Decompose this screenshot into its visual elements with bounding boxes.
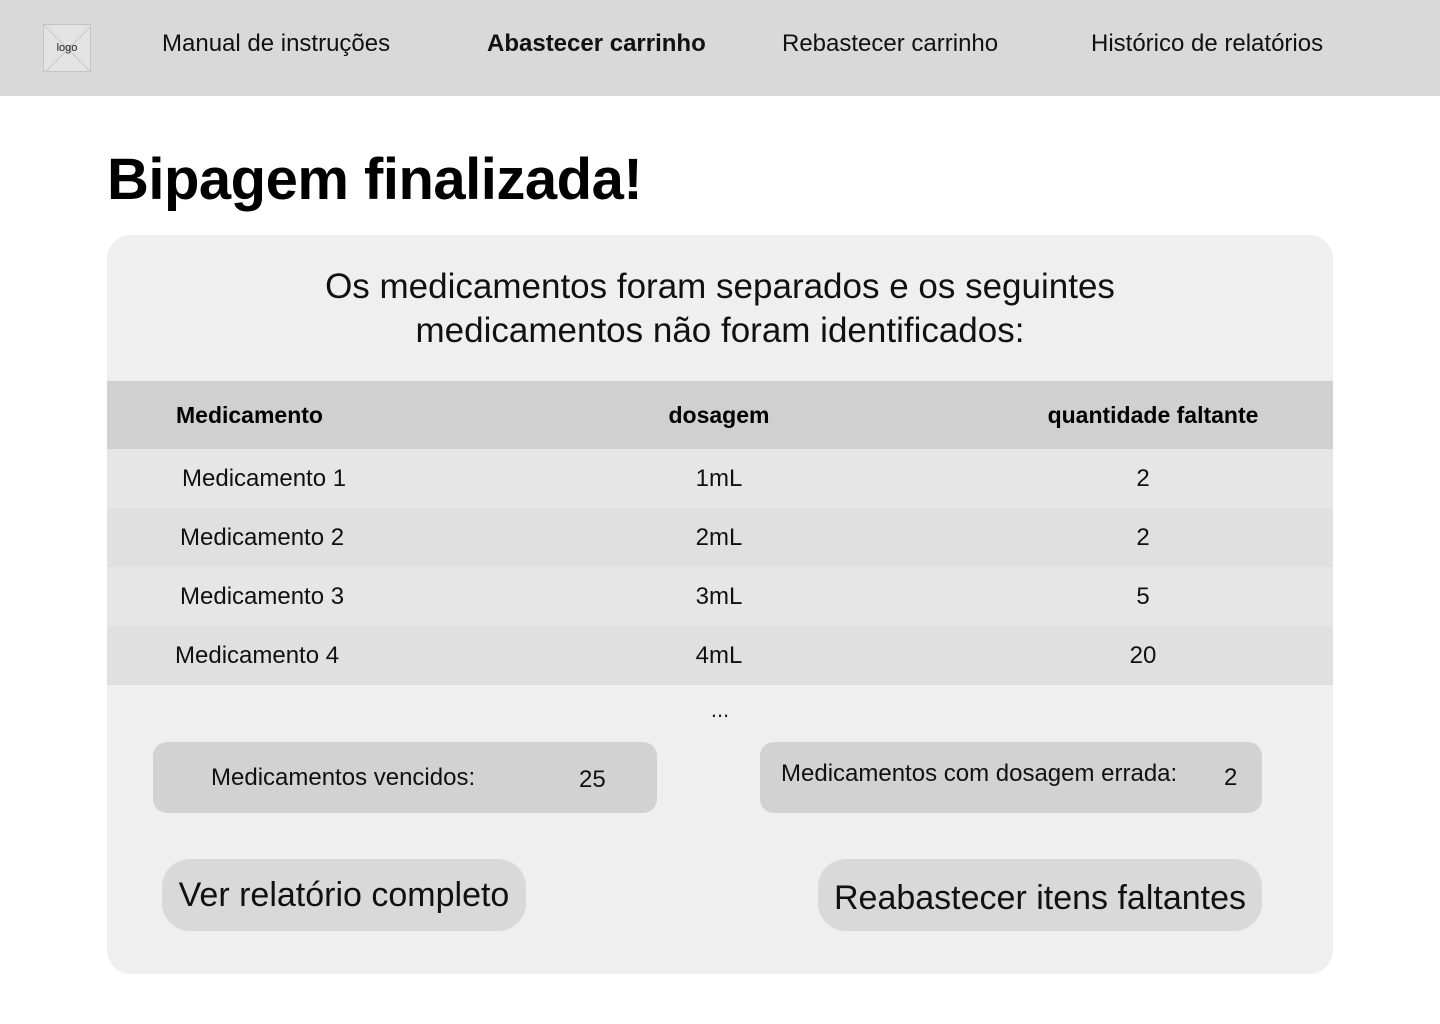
table-header bbox=[107, 381, 1333, 449]
column-header-dosagem: dosagem bbox=[668, 401, 770, 428]
cell-quantidade: 2 bbox=[1136, 523, 1150, 551]
results-card bbox=[107, 235, 1333, 974]
cell-dosagem: 1mL bbox=[695, 464, 743, 492]
nav-manual-de-instrucoes[interactable]: Manual de instruções bbox=[162, 30, 391, 57]
wrong-dosage-label: Medicamentos com dosagem errada: bbox=[781, 760, 1178, 787]
column-header-medicamento: Medicamento bbox=[176, 401, 323, 428]
page-title: Bipagem finalizada! bbox=[107, 147, 643, 212]
cell-dosagem: 2mL bbox=[695, 523, 743, 551]
cell-medicamento: Medicamento 4 bbox=[175, 641, 340, 669]
cell-dosagem: 4mL bbox=[695, 641, 743, 669]
table-row bbox=[107, 567, 1333, 626]
nav-abastecer-carrinho[interactable]: Abastecer carrinho bbox=[487, 30, 706, 57]
unidentified-message bbox=[107, 265, 1333, 353]
expired-medications-stat bbox=[153, 742, 657, 813]
table-row bbox=[107, 626, 1333, 685]
top-navigation-bar bbox=[0, 0, 1440, 96]
restock-missing-items-button[interactable]: Reabastecer itens faltantes bbox=[818, 859, 1262, 931]
nav-historico-de-relatorios[interactable]: Histórico de relatórios bbox=[1091, 30, 1324, 57]
column-header-quantidade-faltante: quantidade faltante bbox=[1047, 401, 1259, 428]
expired-count: 25 bbox=[579, 766, 606, 793]
nav-rebastecer-carrinho[interactable]: Rebastecer carrinho bbox=[782, 30, 999, 57]
wrong-dosage-count: 2 bbox=[1224, 764, 1238, 791]
cell-quantidade: 2 bbox=[1136, 464, 1150, 492]
expired-label: Medicamentos vencidos: bbox=[211, 764, 476, 791]
cell-medicamento: Medicamento 2 bbox=[180, 523, 345, 551]
cell-medicamento: Medicamento 3 bbox=[180, 582, 345, 610]
unidentified-medications-table bbox=[107, 381, 1333, 685]
wrong-dosage-stat bbox=[760, 742, 1262, 813]
cell-medicamento: Medicamento 1 bbox=[182, 464, 347, 492]
table-row bbox=[107, 449, 1333, 508]
cell-quantidade: 5 bbox=[1136, 582, 1150, 610]
cell-quantidade: 20 bbox=[1129, 641, 1157, 669]
view-full-report-button[interactable]: Ver relatório completo bbox=[162, 859, 526, 931]
logo-label: logo bbox=[56, 42, 78, 54]
cell-dosagem: 3mL bbox=[695, 582, 743, 610]
message-line-2: medicamentos não foram identificados: bbox=[415, 311, 1025, 350]
more-items-indicator: ... bbox=[710, 697, 730, 722]
message-line-1: Os medicamentos foram separados e os seguintes bbox=[325, 267, 1115, 306]
logo[interactable] bbox=[43, 24, 91, 72]
table-row bbox=[107, 508, 1333, 567]
